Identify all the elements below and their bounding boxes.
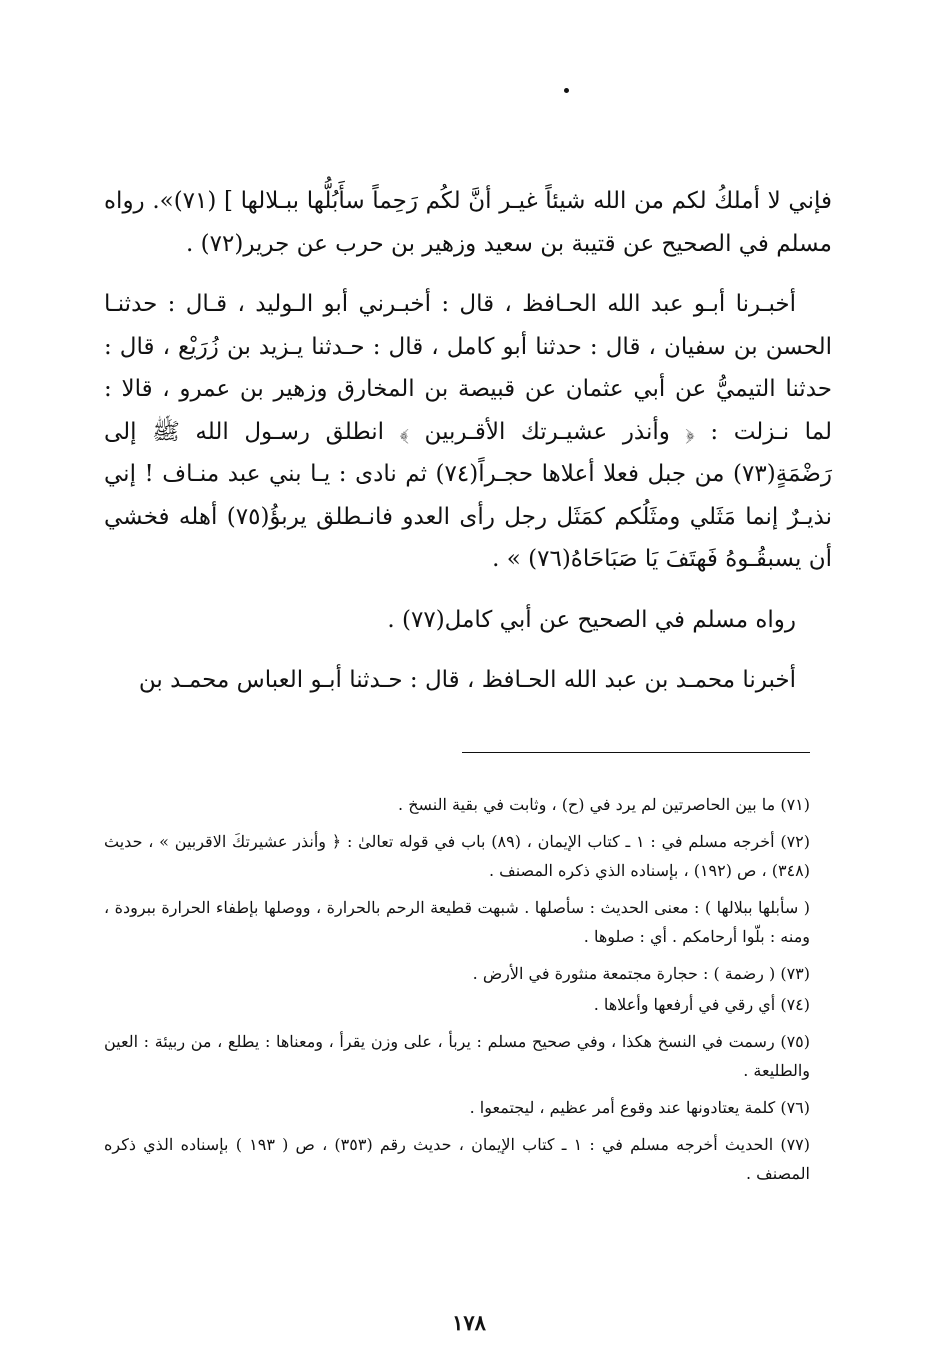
footnote-76: (٧٦) كلمة يعتادونها عند وقوع أمر عظيم ، ليجتمعوا . bbox=[469, 1098, 810, 1117]
footnote-73: (٧٣) ( رضمة ) : حجارة مجتمعة منثورة في الأرض . bbox=[472, 964, 810, 983]
footnote-74: (٧٤) أي رقي في أرفعها وأعلاها . bbox=[593, 995, 810, 1014]
page-number: ١٧٨ bbox=[452, 1310, 486, 1335]
footnotes-section bbox=[104, 790, 810, 1196]
paragraph-3: رواه مسلم في الصحيح عن أبي كامل(٧٧) . bbox=[387, 606, 796, 633]
footnote-75: (٧٥) رسمت في النسخ هكذا ، وفي صحيح مسلم : يربأ ، على وزن يقرأ ، ومعناها : يطلع ، من ربيئة : العين والطليعة . bbox=[104, 1032, 810, 1080]
footnote-72: (٧٢) أخرجه مسلم في : ١ ـ كتاب الإيمان ، (٨٩) باب في قوله تعالىٰ : ﴿ وأنذر عشيرتكَ الاقربين » ، حديث (٣٤٨) ، ص (١٩٢) ، بإسناده الذي ذكره المصنف . bbox=[104, 832, 811, 880]
page-dot-mark bbox=[564, 88, 569, 93]
footnote-77: (٧٧) الحديث أخرجه مسلم في : ١ ـ كتاب الإيمان ، حديث رقم (٣٥٣) ، ص ( ١٩٣ ) بإسناده الذي ذكره المصنف . bbox=[104, 1135, 811, 1183]
paragraph-4: أخبرنا محمـد بن عبد الله الحـافظ ، قال : حـدثنا أبـو العباس محمـد بن bbox=[138, 667, 796, 693]
paragraph-2: أخبـرنا أبـو عبد الله الحـافظ ، قال : أخبـرني أبو الـوليد ، قـال : حدثنـا الحسن بن سفيان ، قال : حدثنا أبو كامل ، قال : حـدثنا يـزيد بن زُرَيْع ، قال : حدثنا التيميُّ عن أبي عثمان عن قبيصة بن المخارق وزهير بن عمرو ، قالا : لما نـزلت : ﴿ وأنذر عشيـرتك الأقـربين ﴾ انطلق رسـول الله ﷺ إلى رَضْمَةٍ(٧٣) من جبل فعلا أعلاها حجـراً(٧٤) ثم نادى : يـا بني عبد منـاف ! إني نذيـرٌ إنما مَثَلي ومثَلُكم كمَثَل رجل رأى العدو فانـطلق يربؤُ(٧٥) أهله فخشي أن يسبقُـوهُ فَهتَفَ يَا صَبَاحَاهُ(٧٦) » . bbox=[104, 291, 832, 572]
paragraph-1: فإني لا أملكُ لكم من الله شيئاً غيـر أنَّ لكُم رَحِماً سأَبُلُّها ببـلالها ] (٧١)». رواه مسلم في الصحيح عن قتيبة بن سعيد وزهير بن حرب عن جرير(٧٢) . bbox=[104, 188, 832, 257]
footnote-separator bbox=[462, 752, 810, 753]
main-text-body bbox=[104, 180, 832, 720]
footnote-71: (٧١) ما بين الحاصرتين لم يرد في (ح) ، وثابت في بقية النسخ . bbox=[398, 795, 810, 814]
footnote-72-note: ( سأبلها ببلالها ) : معنى الحديث : سأصلها . شبهت قطيعة الرحم بالحرارة ، ووصلها بإطفاء الحرارة ببرودة ، ومنه : بلّوا أرحامكم . أي : صلوها . bbox=[104, 898, 810, 946]
